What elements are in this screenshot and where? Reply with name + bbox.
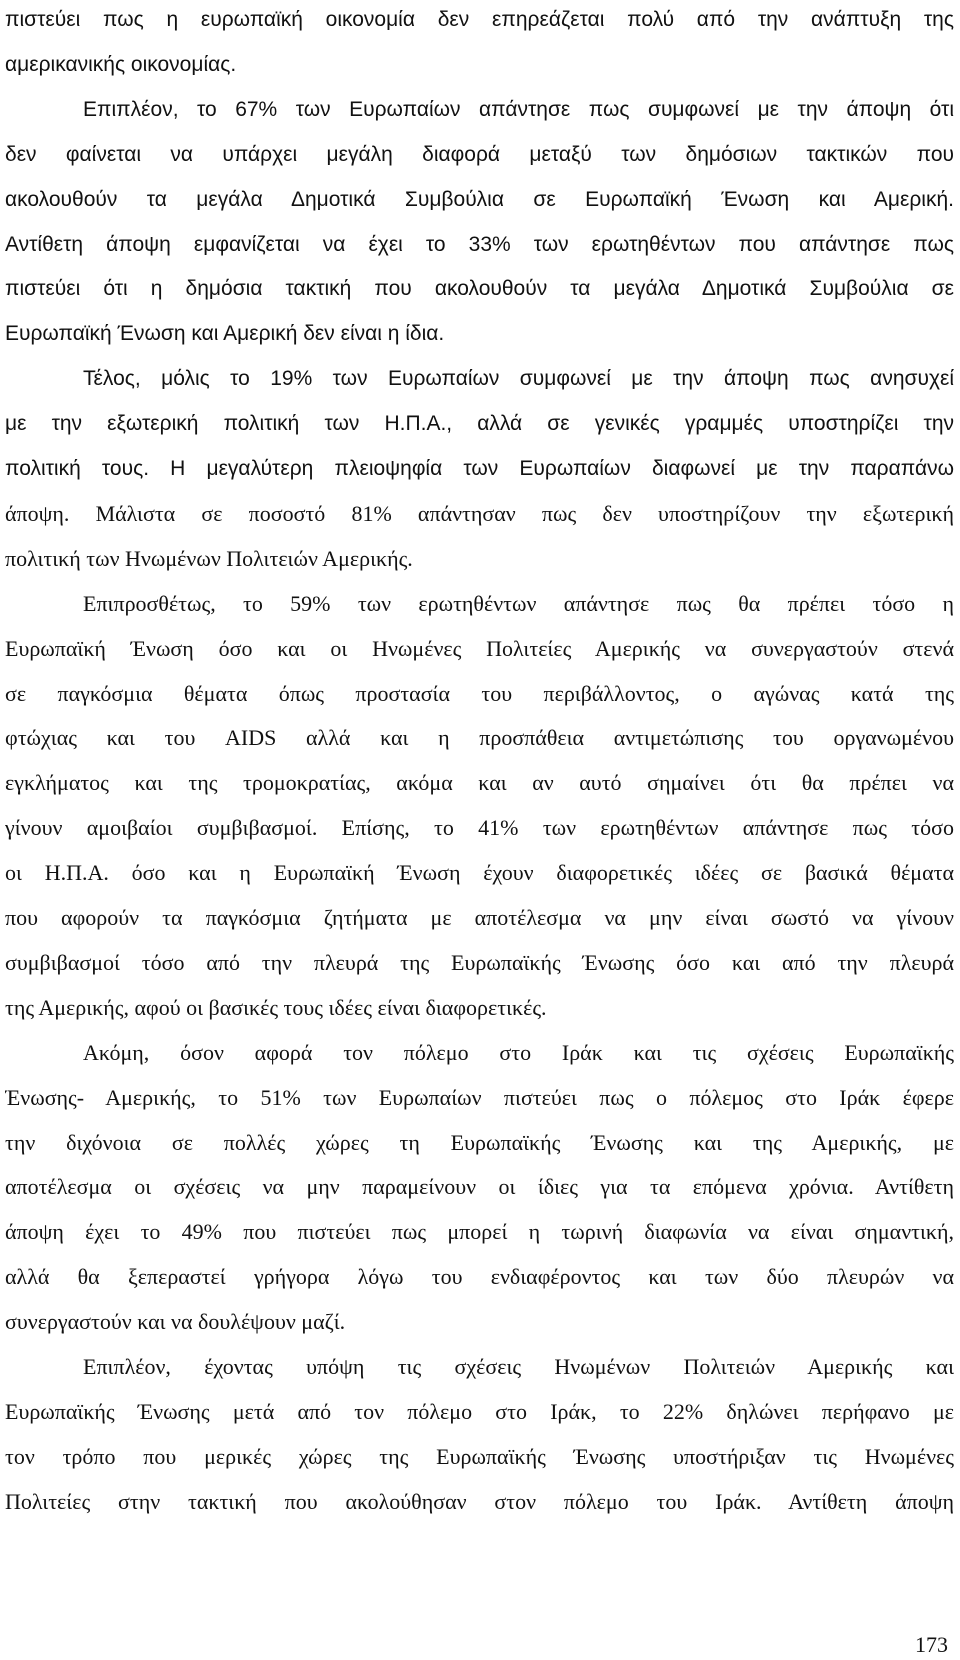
text-line: φτώχιας και του AIDS αλλά και η προσπάθεια αντιμετώπισης του οργανωμένου	[5, 725, 954, 751]
text-line: την διχόνοια σε πολλές χώρες τη Ευρωπαϊκής Ένωσης και της Αμερικής, με	[5, 1129, 954, 1155]
text-line: σε παγκόσμια θέματα όπως προστασία του περιβάλλοντος, ο αγώνας κατά της	[5, 680, 954, 706]
text-line: πιστεύει πως η ευρωπαϊκή οικονομία δεν επηρεάζεται πολύ από την ανάπτυξη της	[5, 8, 954, 31]
text-line: Ευρωπαϊκή Ένωση και Αμερική δεν είναι η ίδια.	[5, 322, 445, 346]
text-line: αλλά θα ξεπεραστεί γρήγορα λόγω του ενδιαφέροντος και των δύο πλευρών να	[5, 1264, 954, 1290]
text-line: άποψη. Μάλιστα σε ποσοστό 81% απάντησαν πως δεν υποστηρίζουν την εξωτερική	[5, 500, 954, 526]
text-line: Ευρωπαϊκή Ένωση όσο και οι Ηνωμένες Πολιτείες Αμερικής να συνεργαστούν στενά	[5, 635, 954, 661]
text-line: Πολιτείες στην τακτική που ακολούθησαν στον πόλεμο του Ιράκ. Αντίθετη άποψη	[5, 1488, 954, 1514]
text-line: αμερικανικής οικονομίας.	[5, 52, 237, 76]
text-line: Ευρωπαϊκής Ένωσης μετά από τον πόλεμο στο Ιράκ, το 22% δηλώνει περήφανο με	[5, 1398, 954, 1424]
text-line: Ακόμη, όσον αφορά τον πόλεμο στο Ιράκ και τις σχέσεις Ευρωπαϊκής	[83, 1039, 954, 1065]
text-line: πιστεύει ότι η δημόσια τακτική που ακολουθούν τα μεγάλα Δημοτικά Συμβούλια σε	[5, 277, 954, 301]
text-line: με την εξωτερική πολιτική των Η.Π.Α., αλλά σε γενικές γραμμές υποστηρίζει την	[5, 412, 954, 436]
text-line: γίνουν αμοιβαίοι συμβιβασμοί. Επίσης, το 41% των ερωτηθέντων απάντησε πως τόσο	[5, 815, 954, 841]
page-number: 173	[915, 1632, 948, 1657]
body-text	[5, 0, 954, 1620]
text-line: πολιτική τους. Η μεγαλύτερη πλειοψηφία των Ευρωπαίων διαφωνεί με την παραπάνω	[5, 457, 954, 480]
text-line: Επιπλέον, το 67% των Ευρωπαίων απάντησε πως συμφωνεί με την άποψη ότι	[83, 97, 954, 121]
text-line: αποτέλεσμα οι σχέσεις να μην παραμείνουν οι ίδιες για τα επόμενα χρόνια. Αντίθετη	[5, 1174, 954, 1200]
text-line: άποψη έχει το 49% που πιστεύει πως μπορεί η τωρινή διαφωνία να είναι σημαντική,	[5, 1219, 954, 1245]
text-line: εγκλήματος και της τρομοκρατίας, ακόμα και αν αυτό σημαίνει ότι θα πρέπει να	[5, 770, 954, 796]
text-line: πολιτική των Ηνωμένων Πολιτειών Αμερικής.	[5, 545, 413, 571]
text-line: της Αμερικής, αφού οι βασικές τους ιδέες είναι διαφορετικές.	[5, 994, 547, 1020]
text-line: συμβιβασμοί τόσο από την πλευρά της Ευρωπαϊκής Ένωσης όσο και από την πλευρά	[5, 949, 954, 975]
text-line: ακολουθούν τα μεγάλα Δημοτικά Συμβούλια σε Ευρωπαϊκή Ένωση και Αμερική.	[5, 187, 954, 211]
text-line: τον τρόπο που μερικές χώρες της Ευρωπαϊκής Ένωσης υποστήριξαν τις Ηνωμένες	[5, 1443, 954, 1469]
text-line: Επιπλέον, έχοντας υπόψη τις σχέσεις Ηνωμένων Πολιτειών Αμερικής και	[83, 1354, 954, 1379]
text-line: Τέλος, μόλις το 19% των Ευρωπαίων συμφωνεί με την άποψη πως ανησυχεί	[83, 367, 954, 391]
text-line: συνεργαστούν και να δουλέψουν μαζί.	[5, 1309, 346, 1335]
text-line: δεν φαίνεται να υπάρχει μεγάλη διαφορά μεταξύ των δημόσιων τακτικών που	[5, 142, 954, 166]
text-line: Αντίθετη άποψη εμφανίζεται να έχει το 33% των ερωτηθέντων που απάντησε πως	[5, 232, 954, 256]
text-line: που αφορούν τα παγκόσμια ζητήματα με αποτέλεσμα να μην είναι σωστό να γίνουν	[5, 905, 954, 930]
text-line: οι Η.Π.Α. όσο και η Ευρωπαϊκή Ένωση έχουν διαφορετικές ιδέες σε βασικά θέματα	[5, 860, 954, 886]
text-line: Επιπροσθέτως, το 59% των ερωτηθέντων απάντησε πως θα πρέπει τόσο η	[83, 590, 954, 616]
text-line: Ένωσης- Αμερικής, το 51% των Ευρωπαίων πιστεύει πως ο πόλεμος στο Ιράκ έφερε	[5, 1084, 954, 1110]
